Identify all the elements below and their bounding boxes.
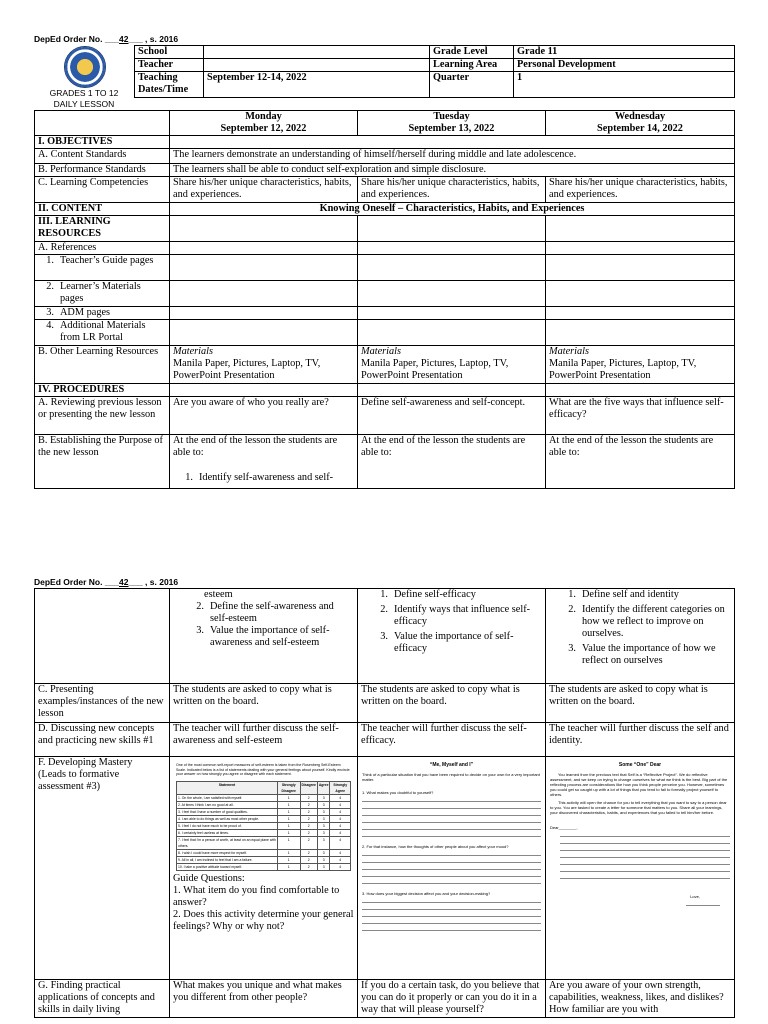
ref-text: Teacher’s Guide pages bbox=[60, 255, 154, 266]
scale-row bbox=[177, 801, 351, 808]
dates-value: September 12-14, 2022 bbox=[204, 72, 430, 98]
list-item: 2. Identify the different categories on how we reflect to improve on ourselves. bbox=[560, 604, 731, 640]
blank-header-cell bbox=[35, 111, 170, 136]
scale-value: 1 bbox=[277, 849, 300, 856]
scale-value: 2 bbox=[300, 836, 317, 849]
list-continuation: esteem bbox=[204, 589, 233, 600]
scale-header: Strongly Disagree bbox=[277, 781, 300, 794]
blank-cell bbox=[546, 320, 735, 346]
review-label: A. Reviewing previous lesson or presenting the new lesson bbox=[35, 397, 170, 435]
scale-value: 2 bbox=[300, 822, 317, 829]
scale-value: 4 bbox=[330, 856, 351, 863]
materials-wednesday bbox=[546, 346, 735, 384]
mastery-wednesday bbox=[546, 757, 735, 980]
scale-value: 3 bbox=[317, 801, 330, 808]
deped-suffix: ___ , s. 2016 bbox=[128, 34, 179, 44]
list-item: 2. Identify ways that influence self-efficacy bbox=[372, 604, 542, 628]
purpose-tuesday: At the end of the lesson the students are able to: bbox=[358, 435, 546, 489]
objectives-blank bbox=[170, 136, 735, 149]
blank-cell bbox=[546, 216, 735, 242]
discussing-monday: The teacher will further discuss the self-awareness and self-esteem bbox=[170, 723, 358, 757]
scale-value: 2 bbox=[300, 815, 317, 822]
scale-value: 4 bbox=[330, 829, 351, 836]
scale-statement: 2. At times I think I am no good at all. bbox=[177, 801, 278, 808]
guide-question-1: 1. What item do you find comfortable to answer? bbox=[173, 884, 340, 908]
competency-monday: Share his/her unique characteristics, habits, and experiences. bbox=[170, 177, 358, 203]
self-esteem-scale-table bbox=[176, 781, 351, 871]
school-info-table bbox=[134, 45, 735, 98]
grades-label: GRADES 1 TO 12 bbox=[49, 88, 119, 98]
scale-row bbox=[177, 815, 351, 822]
ref-adm-pages: 3. ADM pages bbox=[35, 307, 170, 320]
mastery-subtitle: (Leads to formative assessment #3) bbox=[38, 769, 120, 792]
list-text: Define the self-awareness and self-esteem bbox=[210, 601, 334, 624]
objectives-list-tuesday bbox=[358, 589, 546, 684]
worksheet-question: 3. How does your biggest decision affect you and your decision-making? bbox=[362, 891, 491, 896]
list-item: 3. Value the importance of how we reflect on ourselves bbox=[560, 643, 731, 667]
scale-value: 2 bbox=[300, 856, 317, 863]
review-monday: Are you aware of who you really are? bbox=[170, 397, 358, 435]
deped-number: 42 bbox=[119, 577, 129, 587]
scale-value: 4 bbox=[330, 836, 351, 849]
content-standards-label: A. Content Standards bbox=[35, 149, 170, 164]
worksheet-title: Some “One” Dear bbox=[618, 762, 662, 768]
purpose-text: At the end of the lesson the students are able to: bbox=[173, 435, 338, 458]
list-text: Define self and identity bbox=[582, 589, 679, 600]
scale-statement: 7. I feel that I'm a person of worth, at least on an equal plane with others. bbox=[178, 837, 276, 848]
deped-suffix: ___ , s. 2016 bbox=[128, 577, 179, 587]
scale-row bbox=[177, 849, 351, 856]
scale-value: 4 bbox=[330, 863, 351, 870]
scale-value: 4 bbox=[330, 822, 351, 829]
list-text: Define self-efficacy bbox=[394, 589, 476, 600]
blank-cell bbox=[546, 384, 735, 397]
blank-cell bbox=[170, 307, 358, 320]
mastery-monday bbox=[170, 757, 358, 980]
scale-value: 1 bbox=[277, 801, 300, 808]
presenting-tuesday: The students are asked to copy what is written on the board. bbox=[358, 684, 546, 723]
list-text: Value the importance of how we reflect on ourselves bbox=[582, 643, 716, 666]
scale-value: 4 bbox=[330, 808, 351, 815]
mastery-label bbox=[35, 757, 170, 980]
scale-value: 3 bbox=[317, 849, 330, 856]
grade-level-label: Grade Level bbox=[430, 46, 514, 59]
blank-cell bbox=[546, 307, 735, 320]
materials-label: Materials bbox=[173, 346, 214, 357]
teacher-label: Teacher bbox=[135, 59, 204, 72]
scale-value: 1 bbox=[277, 808, 300, 815]
presenting-monday: The students are asked to copy what is written on the board. bbox=[170, 684, 358, 723]
teaching-dates-label bbox=[135, 72, 204, 98]
procedures-heading: IV. PROCEDURES bbox=[35, 384, 170, 397]
practical-label: G. Finding practical applications of concepts and skills in daily living bbox=[35, 980, 170, 1018]
ref-teachers-guide: 1. Teacher’s Guide pages bbox=[35, 255, 170, 281]
scale-value: 3 bbox=[317, 808, 330, 815]
deped-seal-logo bbox=[64, 46, 106, 88]
lesson-plan-table-1 bbox=[34, 110, 735, 489]
worksheet-title: “Me, Myself and I” bbox=[429, 762, 474, 768]
list-item: 1. Define self-efficacy bbox=[372, 589, 542, 601]
scale-row bbox=[177, 836, 351, 849]
quarter-label: Quarter bbox=[430, 72, 514, 98]
materials-value: Manila Paper, Pictures, Laptop, TV, PowerPoint Presentation bbox=[361, 358, 509, 381]
day-date: September 14, 2022 bbox=[597, 123, 683, 134]
discussing-wednesday: The teacher will further discuss the self and identity. bbox=[546, 723, 735, 757]
deped-prefix: DepEd Order No. ___ bbox=[34, 34, 120, 44]
teacher-value bbox=[204, 59, 430, 72]
worksheet-question: 2. For that instance, how the thoughts of other people about you affect your mood? bbox=[362, 844, 509, 849]
other-resources-label: B. Other Learning Resources bbox=[35, 346, 170, 384]
scale-value: 1 bbox=[277, 856, 300, 863]
scale-value: 1 bbox=[277, 836, 300, 849]
scale-value: 3 bbox=[317, 863, 330, 870]
blank-cell bbox=[358, 307, 546, 320]
scale-value: 4 bbox=[330, 794, 351, 801]
deped-order-header-2 bbox=[34, 577, 178, 587]
deped-prefix: DepEd Order No. ___ bbox=[34, 577, 120, 587]
blank-cell bbox=[170, 216, 358, 242]
scale-value: 4 bbox=[330, 801, 351, 808]
scale-header: Strongly Agree bbox=[330, 781, 351, 794]
references-label: A. References bbox=[35, 242, 170, 255]
materials-value: Manila Paper, Pictures, Laptop, TV, PowerPoint Presentation bbox=[549, 358, 697, 381]
list-item: 1. Define self and identity bbox=[560, 589, 731, 601]
scale-header-row bbox=[177, 781, 351, 794]
list-item: 2. Define the self-awareness and self-esteem bbox=[188, 601, 354, 625]
competency-wednesday: Share his/her unique characteristics, habits, and experiences. bbox=[546, 177, 735, 203]
lesson-plan-table-2 bbox=[34, 588, 735, 1018]
blank-cell bbox=[170, 281, 358, 307]
blank-cell bbox=[170, 384, 358, 397]
competency-tuesday: Share his/her unique characteristics, habits, and experiences. bbox=[358, 177, 546, 203]
list-item: 3. Value the importance of self-efficacy bbox=[372, 631, 542, 655]
worksheet-paragraph: This activity will open the chance for you to tell everything that you want to say to a person dear to you. You are tasked to create a letter for someone that matters to you. Share all your learnings, your discovered characteristics, habits, and experiences that you failed to tell him/her before. bbox=[550, 800, 727, 815]
day-date: September 13, 2022 bbox=[408, 123, 495, 134]
day-header-wednesday bbox=[546, 111, 735, 136]
purpose-wednesday: At the end of the lesson the students are able to: bbox=[546, 435, 735, 489]
performance-standards-value: The learners shall be able to conduct self-exploration and simple disclosure. bbox=[170, 164, 735, 177]
daily-lesson-label: DAILY LESSON bbox=[53, 99, 115, 109]
scale-statement: 1. On the whole, I am satisfied with myself. bbox=[177, 794, 278, 801]
blank-cell bbox=[358, 384, 546, 397]
days-header-row bbox=[35, 111, 735, 136]
ref-additional-materials: 4. Additional Materials from LR Portal bbox=[35, 320, 170, 346]
mastery-title: F. Developing Mastery bbox=[38, 757, 133, 768]
scale-value: 1 bbox=[277, 829, 300, 836]
scale-value: 2 bbox=[300, 829, 317, 836]
purpose-item: Identify self-awareness and self- bbox=[199, 472, 334, 483]
scale-statement: 8. I wish I could have more respect for myself. bbox=[177, 849, 278, 856]
scale-row bbox=[177, 829, 351, 836]
day-name: Wednesday bbox=[614, 111, 666, 122]
blank-cell bbox=[358, 320, 546, 346]
discussing-tuesday: The teacher will further discuss the self-efficacy. bbox=[358, 723, 546, 757]
materials-label: Materials bbox=[361, 346, 402, 357]
worksheet-paragraph: You learned from the previous text that Self is a “Reflective Project”. We do reflective assessment, and we keep on trying to change ourselves for what we think is the best. Big part of the reflecting process are considerations like how you think people perceive you. However, sometimes you could get so caught up with a lot of things that you tend to fail to formally project yourself to others. bbox=[550, 772, 728, 797]
scale-value: 1 bbox=[277, 822, 300, 829]
scale-statement: 6. I certainly feel useless at times. bbox=[177, 829, 278, 836]
day-header-monday bbox=[170, 111, 358, 136]
ref-text: Learner’s Materials pages bbox=[60, 281, 141, 304]
scale-value: 3 bbox=[317, 829, 330, 836]
review-wednesday: What are the five ways that influence self-efficacy? bbox=[546, 397, 735, 435]
scale-statement: 4. I am able to do things as well as most other people. bbox=[177, 815, 278, 822]
scale-statement: 3. I feel that I have a number of good qualities. bbox=[177, 808, 278, 815]
blank-cell bbox=[170, 242, 358, 255]
day-date: September 12, 2022 bbox=[220, 123, 307, 134]
discussing-label: D. Discussing new concepts and practicing new skills #1 bbox=[35, 723, 170, 757]
scale-row bbox=[177, 856, 351, 863]
scale-header: Statement bbox=[177, 781, 278, 794]
scale-statement: 9. All in all, I am inclined to feel that I am a failure. bbox=[177, 856, 278, 863]
blank-cell bbox=[170, 320, 358, 346]
ref-learners-materials: 2. Learner’s Materials pages bbox=[35, 281, 170, 307]
materials-value: Manila Paper, Pictures, Laptop, TV, PowerPoint Presentation bbox=[173, 358, 321, 381]
practical-monday: What makes you unique and what makes you different from other people? bbox=[170, 980, 358, 1018]
deped-number: 42 bbox=[119, 34, 129, 44]
blank-cell bbox=[358, 281, 546, 307]
purpose-monday: At the end of the lesson the students are able to: 1. Identify self-awareness and self- bbox=[170, 435, 358, 489]
grades-label-block bbox=[36, 88, 132, 110]
blank-cell bbox=[546, 255, 735, 281]
scale-row bbox=[177, 863, 351, 870]
list-text: Value the importance of self-efficacy bbox=[394, 631, 514, 654]
letter-greeting: Dear________, bbox=[550, 825, 578, 830]
scale-value: 4 bbox=[330, 815, 351, 822]
performance-standards-label: B. Performance Standards bbox=[35, 164, 170, 177]
guide-question-2: 2. Does this activity determine your general feelings? Why or why not? bbox=[173, 908, 354, 932]
blank-cell bbox=[358, 242, 546, 255]
scale-statement: 10. I take a positive attitude toward myself. bbox=[177, 863, 278, 870]
mastery-tuesday bbox=[358, 757, 546, 980]
day-header-tuesday bbox=[358, 111, 546, 136]
blank-cell bbox=[358, 216, 546, 242]
objectives-list-wednesday bbox=[546, 589, 735, 684]
scale-row bbox=[177, 794, 351, 801]
grade-level-value: Grade 11 bbox=[514, 46, 735, 59]
content-heading: II. CONTENT bbox=[35, 203, 170, 216]
scale-value: 1 bbox=[277, 815, 300, 822]
materials-tuesday bbox=[358, 346, 546, 384]
scale-value: 4 bbox=[330, 849, 351, 856]
purpose-label: B. Establishing the Purpose of the new lesson bbox=[35, 435, 170, 489]
scale-value: 2 bbox=[300, 801, 317, 808]
blank-cell bbox=[35, 589, 170, 684]
letter-closing: Love, bbox=[690, 894, 700, 899]
materials-label: Materials bbox=[549, 346, 590, 357]
blank-cell bbox=[358, 255, 546, 281]
presenting-wednesday: The students are asked to copy what is written on the board. bbox=[546, 684, 735, 723]
list-text: Identify ways that influence self-efficacy bbox=[394, 604, 531, 627]
content-value: Knowing Oneself – Characteristics, Habits, and Experiences bbox=[170, 203, 735, 216]
scale-value: 2 bbox=[300, 863, 317, 870]
practical-tuesday: If you do a certain task, do you believe that you can do it properly or can you do it in a way that will please yourself? bbox=[358, 980, 546, 1018]
deped-order-header-1 bbox=[34, 34, 178, 44]
list-text: Identify the different categories on how we reflect to improve on ourselves. bbox=[582, 604, 725, 639]
blank-cell bbox=[546, 281, 735, 307]
worksheet-intro: One of the most common self-report measures of self-esteem is taken from the Rosenberg Self-Esteem Scale. Indicated below is a list of statements dealing with your general feelings about yourself. Kindly encircle your answer on how strongly you agree or disagree with each statement. bbox=[176, 763, 350, 777]
scale-value: 3 bbox=[317, 856, 330, 863]
scale-statement: 5. I feel I do not have much to be proud of. bbox=[177, 822, 278, 829]
scale-header: Disagree bbox=[300, 781, 317, 794]
dates-time-label: Dates/Time bbox=[138, 84, 189, 95]
scale-value: 2 bbox=[300, 849, 317, 856]
scale-value: 3 bbox=[317, 794, 330, 801]
review-tuesday: Define self-awareness and self-concept. bbox=[358, 397, 546, 435]
learning-area-value: Personal Development bbox=[514, 59, 735, 72]
school-label: School bbox=[135, 46, 204, 59]
scale-row bbox=[177, 808, 351, 815]
guide-questions-label: Guide Questions: bbox=[173, 872, 245, 884]
learning-resources-heading: III. LEARNING RESOURCES bbox=[35, 216, 170, 242]
scale-value: 1 bbox=[277, 794, 300, 801]
competencies-label: C. Learning Competencies bbox=[35, 177, 170, 203]
objectives-heading: I. OBJECTIVES bbox=[35, 136, 170, 149]
day-name: Tuesday bbox=[433, 111, 470, 122]
list-item: 3. Value the importance of self-awareness and self-esteem bbox=[188, 625, 354, 649]
practical-wednesday: Are you aware of your own strength, capabilities, weakness, likes, and dislikes? How familiar are you with bbox=[546, 980, 735, 1018]
scale-row bbox=[177, 822, 351, 829]
day-name: Monday bbox=[245, 111, 282, 122]
ref-text: Additional Materials from LR Portal bbox=[60, 320, 146, 343]
worksheet-question: 1. What makes you doubtful to yourself? bbox=[362, 790, 434, 795]
scale-value: 3 bbox=[317, 815, 330, 822]
scale-value: 3 bbox=[317, 822, 330, 829]
scale-value: 1 bbox=[277, 863, 300, 870]
worksheet-intro: Think of a particular situation that you have been required to decide on your own for a very important matter. bbox=[362, 772, 540, 782]
ref-text: ADM pages bbox=[60, 307, 111, 318]
teaching-label: Teaching bbox=[138, 72, 178, 83]
quarter-value: 1 bbox=[514, 72, 735, 98]
learning-area-label: Learning Area bbox=[430, 59, 514, 72]
scale-value: 2 bbox=[300, 794, 317, 801]
scale-header: Agree bbox=[317, 781, 330, 794]
materials-monday bbox=[170, 346, 358, 384]
blank-cell bbox=[170, 255, 358, 281]
objectives-list-monday bbox=[170, 589, 358, 684]
scale-value: 2 bbox=[300, 808, 317, 815]
scale-value: 3 bbox=[317, 836, 330, 849]
content-standards-value: The learners demonstrate an understanding of himself/herself during middle and late adolescence. bbox=[170, 149, 735, 164]
list-text: Value the importance of self-awareness and self-esteem bbox=[210, 625, 330, 648]
presenting-label: C. Presenting examples/instances of the new lesson bbox=[35, 684, 170, 723]
blank-cell bbox=[546, 242, 735, 255]
school-value bbox=[204, 46, 430, 59]
